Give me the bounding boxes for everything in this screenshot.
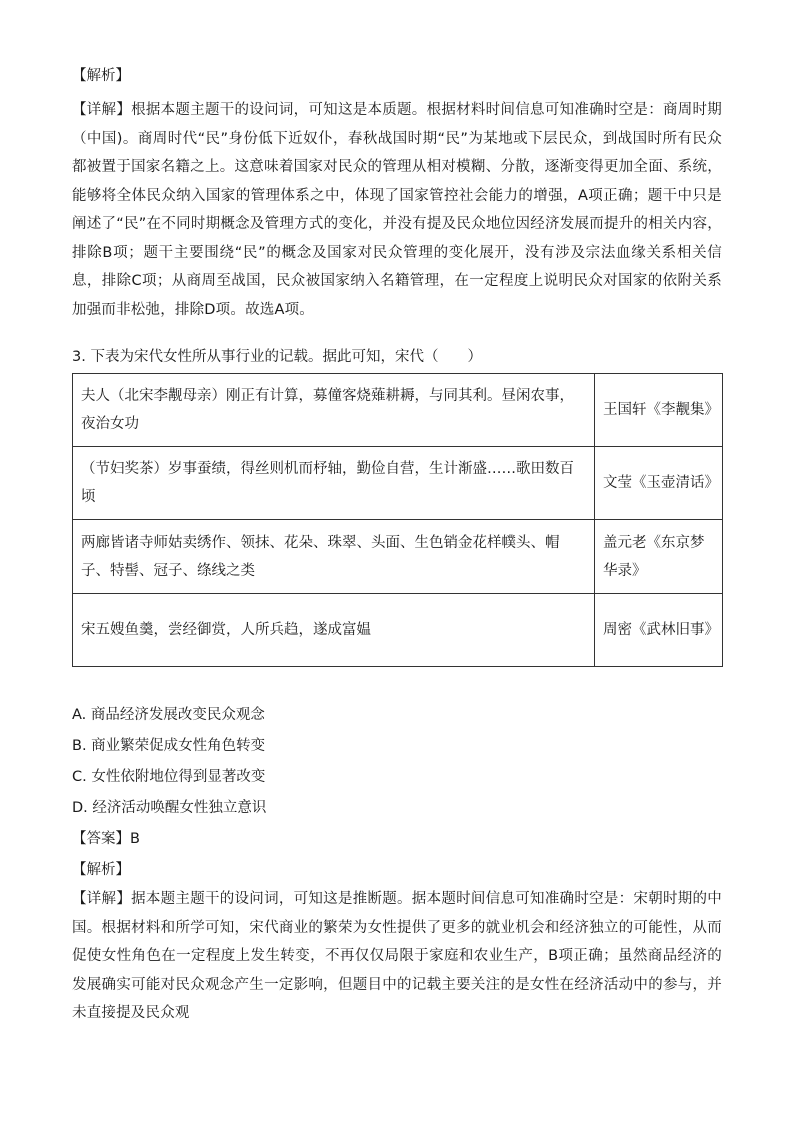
record-cell: 两廊皆诸寺师姑卖绣作、领抹、花朵、珠翠、头面、生色销金花样幞头、帽子、特髻、冠子、绦线之类 xyxy=(73,520,595,594)
table-row xyxy=(73,374,723,447)
source-cell: 盖元老《东京梦华录》 xyxy=(595,520,723,594)
table-row xyxy=(73,447,723,520)
records-table xyxy=(72,373,723,667)
option-d: D. 经济活动唤醒女性独立意识 xyxy=(72,800,267,816)
option-a: A. 商品经济发展改变民众观念 xyxy=(72,707,265,723)
source-cell: 王国轩《李觏集》 xyxy=(595,374,723,447)
option-c: C. 女性依附地位得到显著改变 xyxy=(72,769,266,785)
detail-paragraph-2: 【详解】据本题主题干的设问词，可知这是推断题。据本题时间信息可知准确时空是：宋朝时期的中国。根据材料和所学可知，宋代商业的繁荣为女性提供了更多的就业机会和经济独立的可能性，从而促使女性角色在一定程度上发生转变，不再仅仅局限于家庭和农业生产，B项正确；虽然商品经济的发展确实可能对民众观念产生一定影响，但题目中的记载主要关注的是女性在经济活动中的参与，并未直接提及民众观 xyxy=(72,891,722,1021)
table-row xyxy=(73,594,723,667)
option-b: B. 商业繁荣促成女性角色转变 xyxy=(72,738,266,754)
detail-paragraph-1: 【详解】根据本题主题干的设问词，可知这是本质题。根据材料时间信息可知准确时空是：商周时期（中国)。商周时代“民”身份低下近奴仆，春秋战国时期“民”为某地或下层民众，到战国时所有民众都被置于国家名籍之上。这意味着国家对民众的管理从相对模糊、分散，逐渐变得更加全面、系统，能够将全体民众纳入国家的管理体系之中，体现了国家管控社会能力的增强，A项正确；题干中只是阐述了“民”在不同时期概念及管理方式的变化，并没有提及民众地位因经济发展而提升的相关内容，排除B项；题干主要围绕“民”的概念及国家对民众管理的变化展开，没有涉及宗法血缘关系相关信息，排除C项；从商周至战国，民众被国家纳入名籍管理，在一定程度上说明民众对国家的依附关系加强而非松弛，排除D项。故选A项。 xyxy=(72,102,722,318)
record-cell: 夫人（北宋李觏母亲）刚正有计算，募僮客烧薙耕耨，与同其利。昼闲农事，夜治女功 xyxy=(73,374,595,447)
analysis-label-1: 【解析】 xyxy=(72,68,130,84)
analysis-label-2: 【解析】 xyxy=(72,862,130,878)
source-cell: 周密《武林旧事》 xyxy=(595,594,723,667)
question-stem: 3. 下表为宋代女性所从事行业的记载。据此可知，宋代（ ） xyxy=(72,349,482,365)
table-row xyxy=(73,520,723,594)
source-cell: 文莹《玉壶清话》 xyxy=(595,447,723,520)
record-cell: 宋五嫂鱼羹，尝经御赏，人所兵趋，遂成富媪 xyxy=(73,594,595,667)
answer-line: 【答案】B xyxy=(72,831,140,847)
record-cell: （节妇奖茶）岁事蚕绩，得丝则机而杼轴，勤俭自营，生计渐盛……歌田数百顷 xyxy=(73,447,595,520)
